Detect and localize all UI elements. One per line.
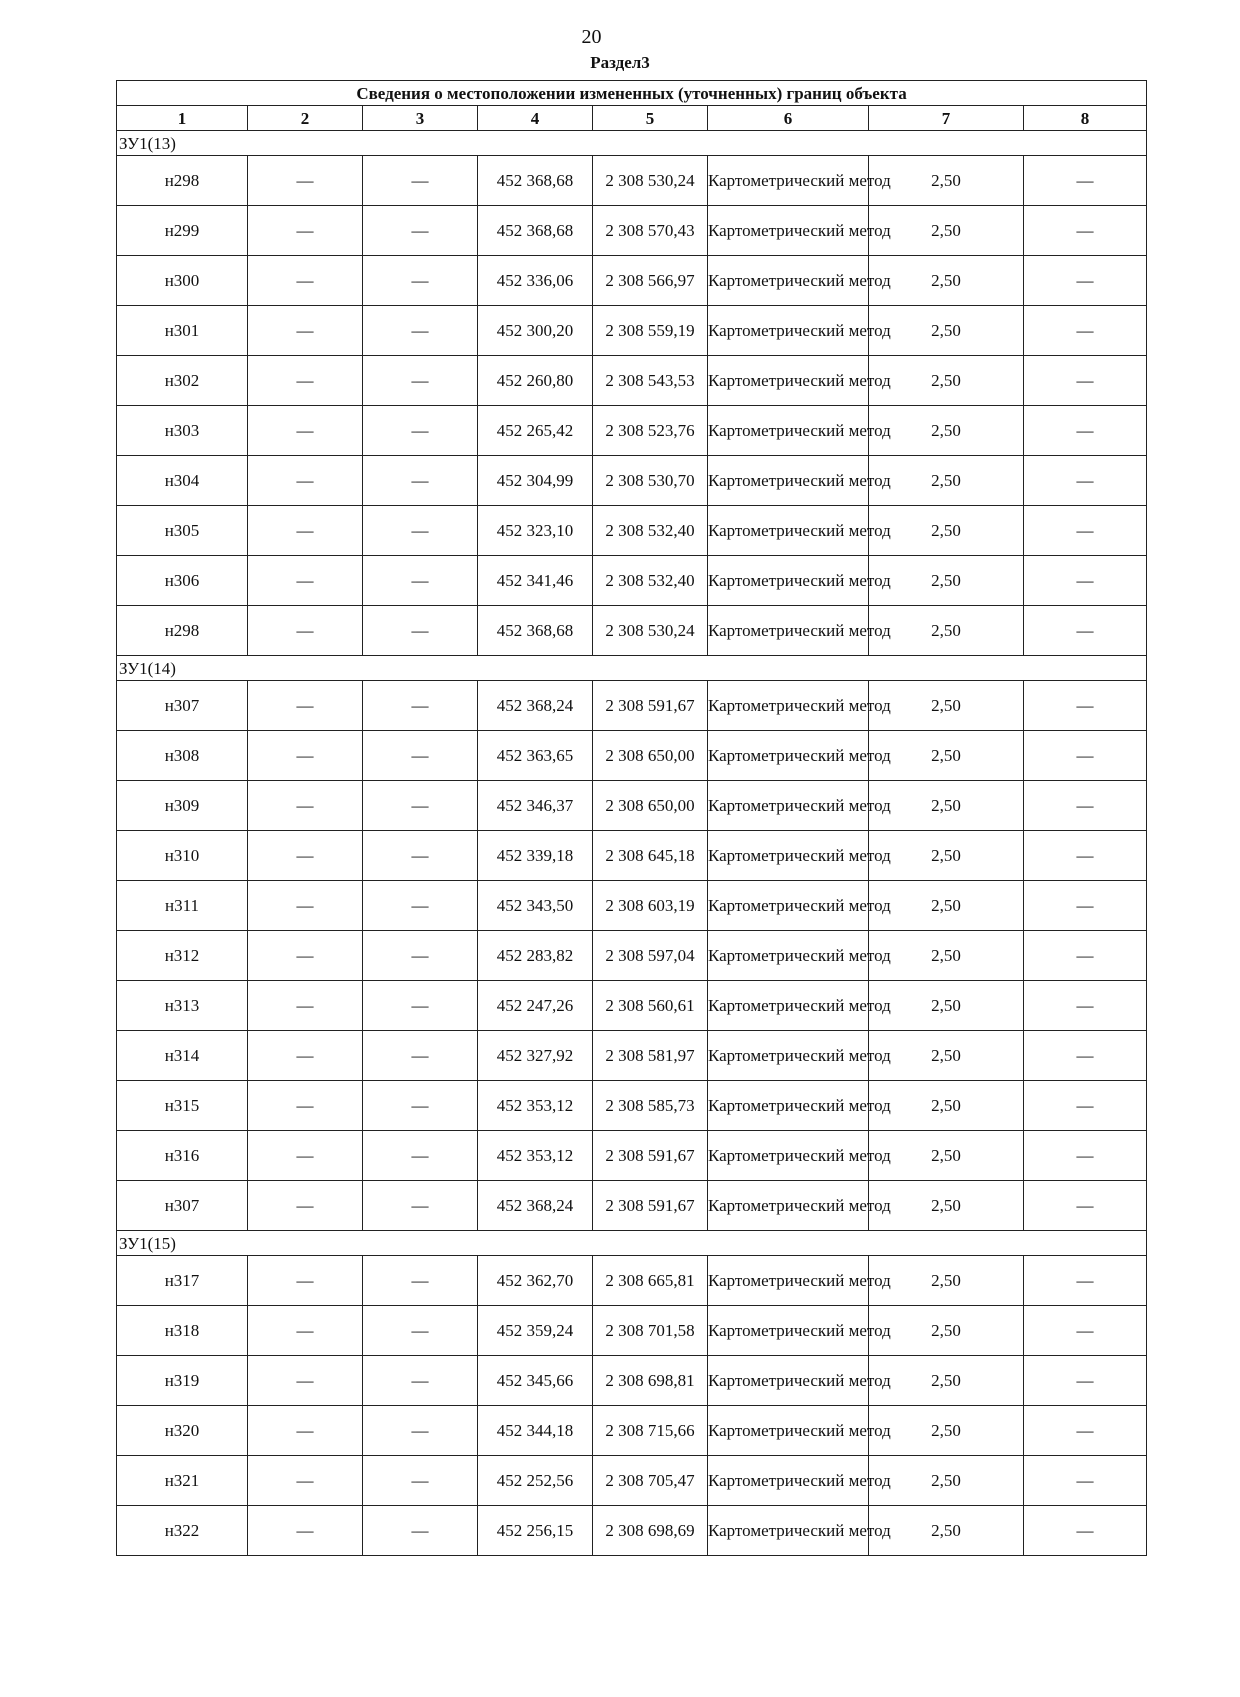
col8-cell: —	[1024, 506, 1147, 556]
coord-y-cell: 2 308 597,04	[593, 931, 708, 981]
coord-x-cell: 452 323,10	[478, 506, 593, 556]
col8-cell: —	[1024, 1506, 1147, 1556]
col8-cell: —	[1024, 206, 1147, 256]
col2-cell: —	[248, 1131, 363, 1181]
table-row	[117, 731, 1147, 781]
coord-x-cell: 452 304,99	[478, 456, 593, 506]
accuracy-cell: 2,50	[869, 556, 1024, 606]
column-number: 4	[478, 106, 593, 131]
col8-cell: —	[1024, 681, 1147, 731]
point-id-cell: н312	[117, 931, 248, 981]
coord-x-cell: 452 362,70	[478, 1256, 593, 1306]
point-id-cell: н308	[117, 731, 248, 781]
accuracy-cell: 2,50	[869, 731, 1024, 781]
accuracy-cell: 2,50	[869, 1456, 1024, 1506]
accuracy-cell: 2,50	[869, 1256, 1024, 1306]
parcel-group-label: ЗУ1(14)	[117, 656, 1147, 681]
coord-y-cell: 2 308 650,00	[593, 731, 708, 781]
method-cell: Картометрический метод	[708, 981, 869, 1031]
method-cell: Картометрический метод	[708, 1356, 869, 1406]
col2-cell: —	[248, 1031, 363, 1081]
coord-y-cell: 2 308 603,19	[593, 881, 708, 931]
parcel-group-row	[117, 656, 1147, 681]
coord-y-cell: 2 308 591,67	[593, 681, 708, 731]
coord-y-cell: 2 308 591,67	[593, 1131, 708, 1181]
col3-cell: —	[363, 206, 478, 256]
col2-cell: —	[248, 831, 363, 881]
accuracy-cell: 2,50	[869, 1181, 1024, 1231]
col3-cell: —	[363, 1506, 478, 1556]
coord-x-cell: 452 345,66	[478, 1356, 593, 1406]
accuracy-cell: 2,50	[869, 306, 1024, 356]
coord-x-cell: 452 339,18	[478, 831, 593, 881]
point-id-cell: н304	[117, 456, 248, 506]
method-cell: Картометрический метод	[708, 1306, 869, 1356]
point-id-cell: н298	[117, 156, 248, 206]
point-id-cell: н301	[117, 306, 248, 356]
point-id-cell: н307	[117, 681, 248, 731]
coord-x-cell: 452 346,37	[478, 781, 593, 831]
accuracy-cell: 2,50	[869, 1356, 1024, 1406]
col2-cell: —	[248, 931, 363, 981]
col8-cell: —	[1024, 1031, 1147, 1081]
method-cell: Картометрический метод	[708, 456, 869, 506]
coord-x-cell: 452 343,50	[478, 881, 593, 931]
method-cell: Картометрический метод	[708, 506, 869, 556]
method-cell: Картометрический метод	[708, 606, 869, 656]
col2-cell: —	[248, 881, 363, 931]
point-id-cell: н317	[117, 1256, 248, 1306]
coord-x-cell: 452 283,82	[478, 931, 593, 981]
method-cell: Картометрический метод	[708, 681, 869, 731]
column-number: 3	[363, 106, 478, 131]
parcel-group-label: ЗУ1(15)	[117, 1231, 1147, 1256]
col8-cell: —	[1024, 1356, 1147, 1406]
coord-x-cell: 452 247,26	[478, 981, 593, 1031]
coord-y-cell: 2 308 530,24	[593, 156, 708, 206]
table-row	[117, 1356, 1147, 1406]
coord-y-cell: 2 308 650,00	[593, 781, 708, 831]
col3-cell: —	[363, 1081, 478, 1131]
accuracy-cell: 2,50	[869, 1406, 1024, 1456]
col3-cell: —	[363, 456, 478, 506]
col8-cell: —	[1024, 606, 1147, 656]
col2-cell: —	[248, 1506, 363, 1556]
col2-cell: —	[248, 456, 363, 506]
col2-cell: —	[248, 606, 363, 656]
point-id-cell: н315	[117, 1081, 248, 1131]
accuracy-cell: 2,50	[869, 206, 1024, 256]
col2-cell: —	[248, 1406, 363, 1456]
table-row	[117, 1181, 1147, 1231]
accuracy-cell: 2,50	[869, 931, 1024, 981]
accuracy-cell: 2,50	[869, 981, 1024, 1031]
coord-x-cell: 452 260,80	[478, 356, 593, 406]
accuracy-cell: 2,50	[869, 456, 1024, 506]
column-number: 6	[708, 106, 869, 131]
col2-cell: —	[248, 1081, 363, 1131]
col2-cell: —	[248, 406, 363, 456]
coord-x-cell: 452 368,24	[478, 1181, 593, 1231]
coord-x-cell: 452 363,65	[478, 731, 593, 781]
col2-cell: —	[248, 156, 363, 206]
col3-cell: —	[363, 1131, 478, 1181]
col2-cell: —	[248, 731, 363, 781]
column-number: 2	[248, 106, 363, 131]
col3-cell: —	[363, 831, 478, 881]
col8-cell: —	[1024, 831, 1147, 881]
point-id-cell: н320	[117, 1406, 248, 1456]
boundary-coordinates-table	[116, 80, 1147, 1556]
coord-y-cell: 2 308 705,47	[593, 1456, 708, 1506]
point-id-cell: н314	[117, 1031, 248, 1081]
col8-cell: —	[1024, 456, 1147, 506]
point-id-cell: н319	[117, 1356, 248, 1406]
table-row	[117, 831, 1147, 881]
accuracy-cell: 2,50	[869, 881, 1024, 931]
col3-cell: —	[363, 681, 478, 731]
coord-y-cell: 2 308 566,97	[593, 256, 708, 306]
col2-cell: —	[248, 1256, 363, 1306]
method-cell: Картометрический метод	[708, 306, 869, 356]
table-row	[117, 981, 1147, 1031]
point-id-cell: н306	[117, 556, 248, 606]
coord-y-cell: 2 308 543,53	[593, 356, 708, 406]
coord-x-cell: 452 353,12	[478, 1081, 593, 1131]
method-cell: Картометрический метод	[708, 556, 869, 606]
coord-x-cell: 452 265,42	[478, 406, 593, 456]
coord-x-cell: 452 327,92	[478, 1031, 593, 1081]
accuracy-cell: 2,50	[869, 506, 1024, 556]
col8-cell: —	[1024, 781, 1147, 831]
coord-y-cell: 2 308 532,40	[593, 556, 708, 606]
table-caption-row	[117, 81, 1147, 106]
method-cell: Картометрический метод	[708, 1131, 869, 1181]
col8-cell: —	[1024, 1256, 1147, 1306]
coord-y-cell: 2 308 585,73	[593, 1081, 708, 1131]
method-cell: Картометрический метод	[708, 356, 869, 406]
col2-cell: —	[248, 781, 363, 831]
col3-cell: —	[363, 256, 478, 306]
table-row	[117, 1031, 1147, 1081]
section-title: Раздел3	[590, 53, 650, 72]
col8-cell: —	[1024, 1456, 1147, 1506]
coord-x-cell: 452 353,12	[478, 1131, 593, 1181]
col3-cell: —	[363, 1306, 478, 1356]
table-row	[117, 556, 1147, 606]
method-cell: Картометрический метод	[708, 206, 869, 256]
column-number: 8	[1024, 106, 1147, 131]
method-cell: Картометрический метод	[708, 1181, 869, 1231]
accuracy-cell: 2,50	[869, 606, 1024, 656]
table-row	[117, 1456, 1147, 1506]
coord-y-cell: 2 308 559,19	[593, 306, 708, 356]
table-row	[117, 206, 1147, 256]
coord-x-cell: 452 368,68	[478, 156, 593, 206]
point-id-cell: н310	[117, 831, 248, 881]
col2-cell: —	[248, 681, 363, 731]
parcel-group-label: ЗУ1(13)	[117, 131, 1147, 156]
point-id-cell: н299	[117, 206, 248, 256]
table-row	[117, 1081, 1147, 1131]
col8-cell: —	[1024, 1306, 1147, 1356]
method-cell: Картометрический метод	[708, 831, 869, 881]
table-row	[117, 881, 1147, 931]
accuracy-cell: 2,50	[869, 1306, 1024, 1356]
col3-cell: —	[363, 1456, 478, 1506]
col3-cell: —	[363, 781, 478, 831]
coord-y-cell: 2 308 698,81	[593, 1356, 708, 1406]
method-cell: Картометрический метод	[708, 1406, 869, 1456]
table-row	[117, 781, 1147, 831]
col3-cell: —	[363, 506, 478, 556]
col2-cell: —	[248, 1456, 363, 1506]
page-number: 20	[581, 26, 602, 48]
table-row	[117, 1506, 1147, 1556]
col3-cell: —	[363, 881, 478, 931]
col3-cell: —	[363, 731, 478, 781]
table-row	[117, 256, 1147, 306]
col2-cell: —	[248, 1356, 363, 1406]
coord-y-cell: 2 308 645,18	[593, 831, 708, 881]
method-cell: Картометрический метод	[708, 256, 869, 306]
coord-y-cell: 2 308 523,76	[593, 406, 708, 456]
col8-cell: —	[1024, 406, 1147, 456]
method-cell: Картометрический метод	[708, 1456, 869, 1506]
col8-cell: —	[1024, 256, 1147, 306]
accuracy-cell: 2,50	[869, 1081, 1024, 1131]
coord-x-cell: 452 344,18	[478, 1406, 593, 1456]
col3-cell: —	[363, 981, 478, 1031]
method-cell: Картометрический метод	[708, 1031, 869, 1081]
point-id-cell: н307	[117, 1181, 248, 1231]
accuracy-cell: 2,50	[869, 1506, 1024, 1556]
coord-y-cell: 2 308 530,70	[593, 456, 708, 506]
col2-cell: —	[248, 356, 363, 406]
coord-x-cell: 452 368,68	[478, 206, 593, 256]
col3-cell: —	[363, 1356, 478, 1406]
col8-cell: —	[1024, 931, 1147, 981]
col3-cell: —	[363, 156, 478, 206]
col3-cell: —	[363, 556, 478, 606]
table-row	[117, 931, 1147, 981]
coord-x-cell: 452 336,06	[478, 256, 593, 306]
coord-y-cell: 2 308 698,69	[593, 1506, 708, 1556]
col3-cell: —	[363, 356, 478, 406]
accuracy-cell: 2,50	[869, 1031, 1024, 1081]
point-id-cell: н300	[117, 256, 248, 306]
point-id-cell: н322	[117, 1506, 248, 1556]
col2-cell: —	[248, 981, 363, 1031]
point-id-cell: н321	[117, 1456, 248, 1506]
col8-cell: —	[1024, 156, 1147, 206]
col3-cell: —	[363, 1256, 478, 1306]
col8-cell: —	[1024, 556, 1147, 606]
table-row	[117, 156, 1147, 206]
point-id-cell: н303	[117, 406, 248, 456]
accuracy-cell: 2,50	[869, 406, 1024, 456]
col8-cell: —	[1024, 1081, 1147, 1131]
coord-x-cell: 452 359,24	[478, 1306, 593, 1356]
coord-y-cell: 2 308 532,40	[593, 506, 708, 556]
point-id-cell: н316	[117, 1131, 248, 1181]
method-cell: Картометрический метод	[708, 731, 869, 781]
point-id-cell: н313	[117, 981, 248, 1031]
column-number: 7	[869, 106, 1024, 131]
point-id-cell: н298	[117, 606, 248, 656]
col2-cell: —	[248, 556, 363, 606]
coord-x-cell: 452 341,46	[478, 556, 593, 606]
table-row	[117, 681, 1147, 731]
accuracy-cell: 2,50	[869, 156, 1024, 206]
col8-cell: —	[1024, 881, 1147, 931]
coord-y-cell: 2 308 701,58	[593, 1306, 708, 1356]
coord-y-cell: 2 308 591,67	[593, 1181, 708, 1231]
accuracy-cell: 2,50	[869, 681, 1024, 731]
table-row	[117, 1306, 1147, 1356]
accuracy-cell: 2,50	[869, 781, 1024, 831]
table-row	[117, 406, 1147, 456]
col8-cell: —	[1024, 356, 1147, 406]
col2-cell: —	[248, 1306, 363, 1356]
accuracy-cell: 2,50	[869, 831, 1024, 881]
col3-cell: —	[363, 306, 478, 356]
col2-cell: —	[248, 206, 363, 256]
coord-x-cell: 452 252,56	[478, 1456, 593, 1506]
accuracy-cell: 2,50	[869, 256, 1024, 306]
point-id-cell: н309	[117, 781, 248, 831]
col8-cell: —	[1024, 306, 1147, 356]
table-row	[117, 1406, 1147, 1456]
column-number: 1	[117, 106, 248, 131]
column-numbers-row	[117, 106, 1147, 131]
coord-x-cell: 452 368,24	[478, 681, 593, 731]
coord-x-cell: 452 256,15	[478, 1506, 593, 1556]
col2-cell: —	[248, 506, 363, 556]
col8-cell: —	[1024, 981, 1147, 1031]
method-cell: Картометрический метод	[708, 881, 869, 931]
coord-y-cell: 2 308 570,43	[593, 206, 708, 256]
method-cell: Картометрический метод	[708, 1506, 869, 1556]
table-row	[117, 456, 1147, 506]
accuracy-cell: 2,50	[869, 1131, 1024, 1181]
table-row	[117, 1256, 1147, 1306]
point-id-cell: н318	[117, 1306, 248, 1356]
method-cell: Картометрический метод	[708, 931, 869, 981]
coord-x-cell: 452 300,20	[478, 306, 593, 356]
col8-cell: —	[1024, 731, 1147, 781]
coord-y-cell: 2 308 665,81	[593, 1256, 708, 1306]
method-cell: Картометрический метод	[708, 781, 869, 831]
accuracy-cell: 2,50	[869, 356, 1024, 406]
table-row	[117, 306, 1147, 356]
col3-cell: —	[363, 1031, 478, 1081]
col3-cell: —	[363, 606, 478, 656]
table-row	[117, 606, 1147, 656]
table-row	[117, 506, 1147, 556]
column-number: 5	[593, 106, 708, 131]
col2-cell: —	[248, 306, 363, 356]
col3-cell: —	[363, 931, 478, 981]
col3-cell: —	[363, 1406, 478, 1456]
col3-cell: —	[363, 406, 478, 456]
col8-cell: —	[1024, 1181, 1147, 1231]
coord-y-cell: 2 308 581,97	[593, 1031, 708, 1081]
col3-cell: —	[363, 1181, 478, 1231]
col8-cell: —	[1024, 1131, 1147, 1181]
table-caption: Сведения о местоположении измененных (уточненных) границ объекта	[117, 81, 1147, 106]
table-row	[117, 356, 1147, 406]
parcel-group-row	[117, 131, 1147, 156]
point-id-cell: н305	[117, 506, 248, 556]
coord-y-cell: 2 308 530,24	[593, 606, 708, 656]
col2-cell: —	[248, 256, 363, 306]
parcel-group-row	[117, 1231, 1147, 1256]
coord-y-cell: 2 308 560,61	[593, 981, 708, 1031]
col8-cell: —	[1024, 1406, 1147, 1456]
point-id-cell: н302	[117, 356, 248, 406]
point-id-cell: н311	[117, 881, 248, 931]
method-cell: Картометрический метод	[708, 156, 869, 206]
method-cell: Картометрический метод	[708, 1256, 869, 1306]
method-cell: Картометрический метод	[708, 406, 869, 456]
method-cell: Картометрический метод	[708, 1081, 869, 1131]
col2-cell: —	[248, 1181, 363, 1231]
coord-x-cell: 452 368,68	[478, 606, 593, 656]
table-row	[117, 1131, 1147, 1181]
coord-y-cell: 2 308 715,66	[593, 1406, 708, 1456]
